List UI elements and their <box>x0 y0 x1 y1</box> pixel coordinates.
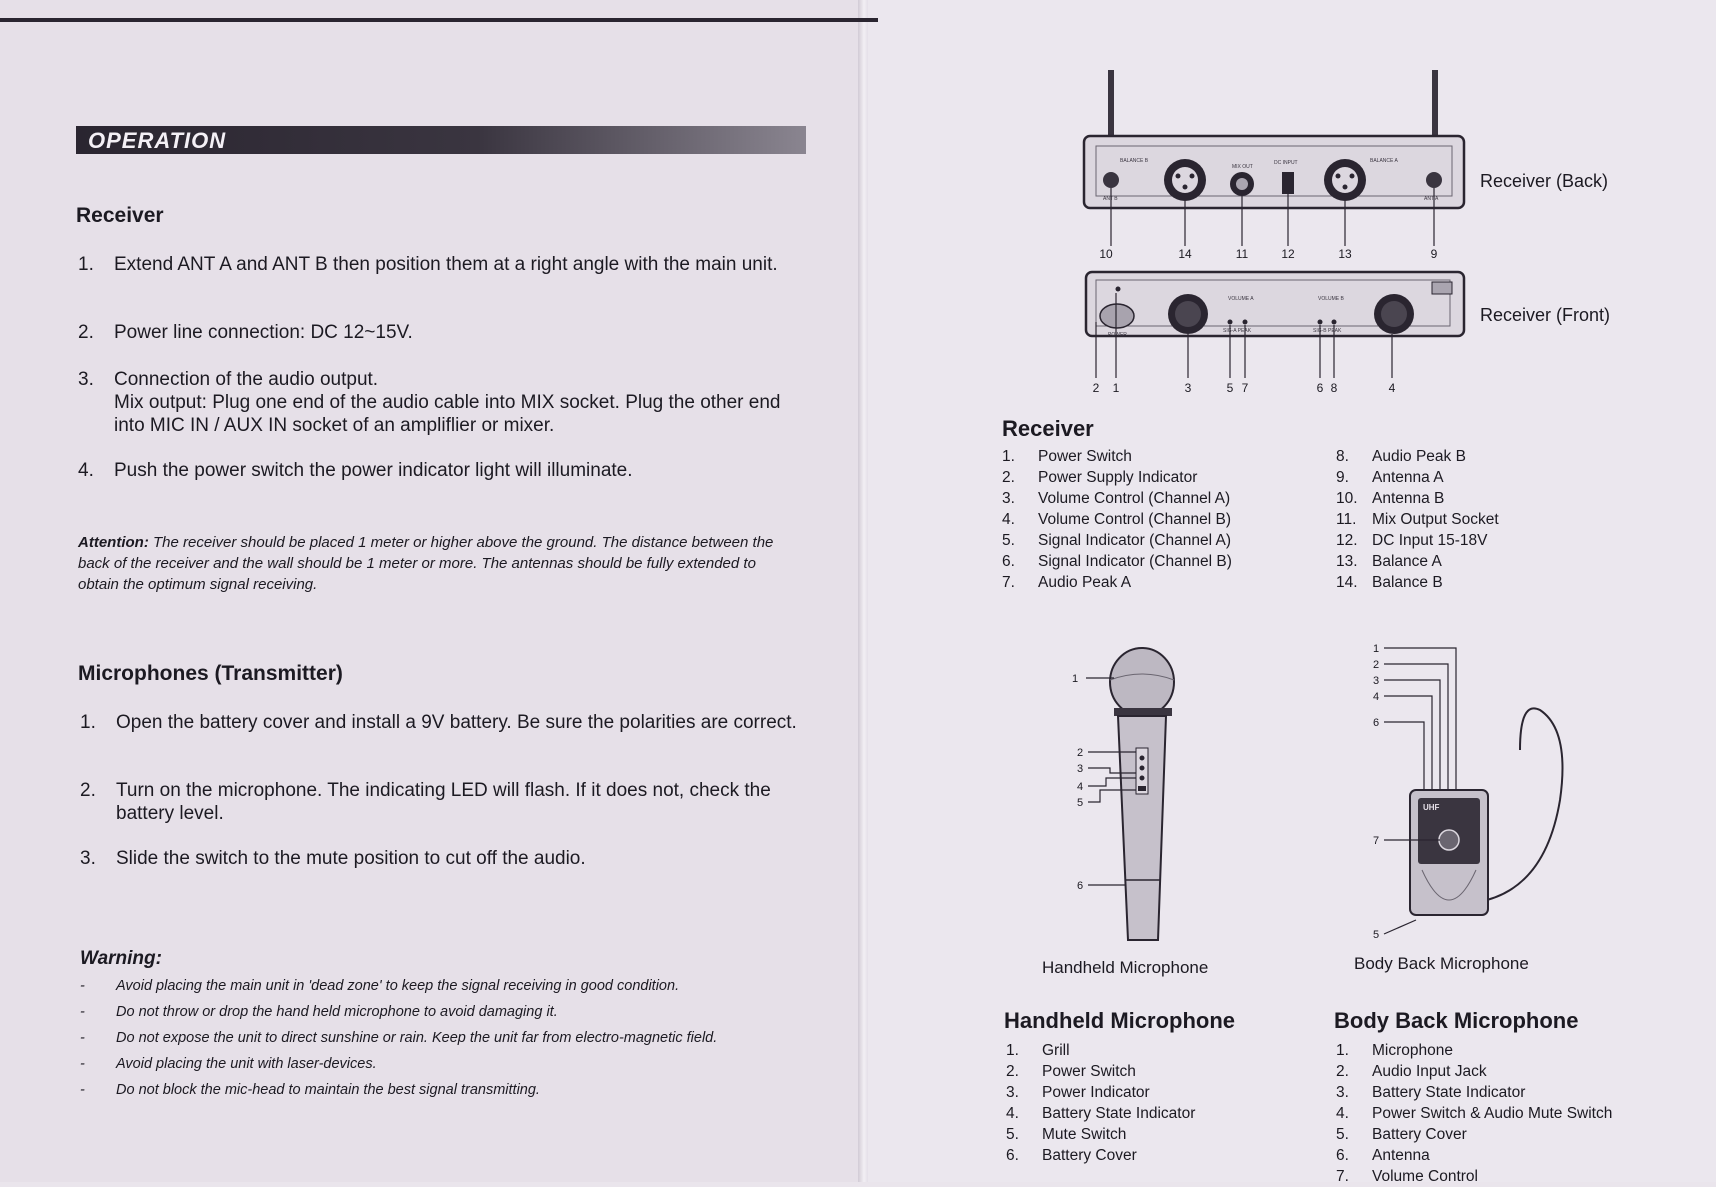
warning-item: - Avoid placing the unit with laser-devices. <box>80 1056 377 1072</box>
uhf-brand-label: UHF <box>1423 803 1440 812</box>
bodypack-callout: 4 <box>1373 691 1380 703</box>
step-number: 4. <box>78 460 94 481</box>
top-rule <box>0 18 878 22</box>
power-indicator-icon <box>1116 287 1121 292</box>
receiver-step-2 <box>78 321 798 344</box>
receiver-parts-list-2 <box>1336 446 1499 593</box>
handheld-callout: 5 <box>1077 797 1084 809</box>
list-item: 7. Volume Control <box>1336 1168 1478 1185</box>
front-callout: 8 <box>1330 381 1338 395</box>
bodypack-callout: 7 <box>1373 835 1380 847</box>
list-item: 5. Battery Cover <box>1336 1126 1467 1143</box>
list-item: 3. Volume Control (Channel A) <box>1002 490 1231 507</box>
step-number: 3. <box>80 848 96 869</box>
bodypack-diagram <box>1370 630 1600 950</box>
svg-text:SIG-B PEAK: SIG-B PEAK <box>1313 328 1342 334</box>
list-item: 12. DC Input 15-18V <box>1336 532 1488 549</box>
dc-input-icon <box>1282 172 1294 194</box>
step-text: Push the power switch the power indicator light will illuminate. <box>114 460 633 481</box>
ant-a-socket-icon <box>1426 172 1442 188</box>
receiver-front-caption: Receiver (Front) <box>1480 305 1611 325</box>
warning-text: Do not expose the unit to direct sunshine or rain. Keep the unit far from electro-magnetic field. <box>116 1030 718 1046</box>
list-item: 3. Power Indicator <box>1006 1084 1150 1101</box>
svg-text:BALANCE A: BALANCE A <box>1370 158 1398 164</box>
svg-text:SIG-A PEAK: SIG-A PEAK <box>1223 328 1252 334</box>
step-text: Connection of the audio output. <box>114 369 379 390</box>
bodypack-parts-list <box>1336 1040 1612 1187</box>
list-item: 9. Antenna A <box>1336 469 1444 486</box>
handheld-callout: 4 <box>1077 781 1084 793</box>
warning-item: - Do not block the mic-head to maintain the best signal transmitting. <box>80 1082 540 1098</box>
step-number: 3. <box>78 369 94 390</box>
front-callout: 7 <box>1241 381 1249 395</box>
grill-icon <box>1110 648 1174 716</box>
list-item: 14. Balance B <box>1336 574 1443 591</box>
bodypack-callout: 6 <box>1373 717 1380 729</box>
receiver-back-panel <box>1084 136 1464 208</box>
step-number: 1. <box>78 254 94 275</box>
brand-logo-icon <box>1432 282 1452 294</box>
back-callout: 14 <box>1178 247 1192 261</box>
back-callout: 9 <box>1430 247 1438 261</box>
list-item: 11. Mix Output Socket <box>1336 511 1499 528</box>
receiver-back-caption: Receiver (Back) <box>1480 171 1609 191</box>
back-callout: 13 <box>1338 247 1352 261</box>
warning-text: Avoid placing the unit with laser-devices. <box>116 1056 377 1072</box>
front-callout: 4 <box>1388 381 1396 395</box>
svg-text:MIX OUT: MIX OUT <box>1232 164 1253 170</box>
front-callout: 6 <box>1316 381 1324 395</box>
back-callout: 10 <box>1099 247 1113 261</box>
front-callout: 5 <box>1226 381 1234 395</box>
mic-step-2 <box>80 779 800 825</box>
list-item: 6. Signal Indicator (Channel B) <box>1002 553 1232 570</box>
microphones-heading: Microphones (Transmitter) <box>78 662 343 685</box>
bodypack-parts-heading: Body Back Microphone <box>1334 1008 1579 1033</box>
front-callout: 3 <box>1184 381 1192 395</box>
warning-text: Do not block the mic-head to maintain the best signal transmitting. <box>116 1082 540 1098</box>
svg-text:VOLUME B: VOLUME B <box>1318 296 1344 302</box>
power-switch-icon <box>1100 304 1134 328</box>
list-item: 10. Antenna B <box>1336 490 1445 507</box>
bodypack-callout: 2 <box>1373 659 1380 671</box>
antenna-cable-icon <box>1478 708 1563 902</box>
list-item: 4. Battery State Indicator <box>1006 1105 1196 1122</box>
attention-text: The receiver should be placed 1 meter or higher above the ground. The distance between the back of the receiver and the wall should be 1 meter or more. The antennas should be fully extended to obtain the optimum signal receiving. <box>78 534 774 593</box>
list-item: 4. Volume Control (Channel B) <box>1002 511 1231 528</box>
attention-note <box>78 532 798 595</box>
bodypack-caption: Body Back Microphone <box>1354 954 1529 973</box>
bodypack-callout: 1 <box>1373 643 1380 655</box>
attention-label: Attention: <box>78 534 149 551</box>
svg-text:DC INPUT: DC INPUT <box>1274 160 1298 166</box>
svg-text:BALANCE B: BALANCE B <box>1120 158 1149 164</box>
warning-list <box>80 978 780 1108</box>
ant-b-socket-icon <box>1103 172 1119 188</box>
svg-text:ANT B: ANT B <box>1103 196 1118 202</box>
warning-title: Warning: <box>80 948 162 969</box>
peak-b-led-icon <box>1332 320 1337 325</box>
receiver-diagram <box>1070 60 1490 410</box>
list-item: 5. Mute Switch <box>1006 1126 1127 1143</box>
front-callout: 1 <box>1112 381 1120 395</box>
list-item: 6. Battery Cover <box>1006 1147 1137 1164</box>
list-item: 6. Antenna <box>1336 1147 1430 1164</box>
list-item: 1. Power Switch <box>1002 448 1132 465</box>
svg-text:VOLUME A: VOLUME A <box>1228 296 1254 302</box>
svg-text:POWER: POWER <box>1108 332 1127 338</box>
page-gutter <box>858 0 868 1182</box>
warning-text: Avoid placing the main unit in 'dead zone' to keep the signal receiving in good condition. <box>116 978 680 994</box>
back-callout: 11 <box>1235 247 1249 261</box>
peak-a-led-icon <box>1243 320 1248 325</box>
bodypack-callout: 3 <box>1373 675 1380 687</box>
warning-item: - Do not throw or drop the hand held microphone to avoid damaging it. <box>80 1004 558 1020</box>
warning-item: - Avoid placing the main unit in 'dead zone' to keep the signal receiving in good condition. <box>80 978 680 994</box>
sig-b-led-icon <box>1318 320 1323 325</box>
mic-step-3 <box>80 847 800 870</box>
step-number: 1. <box>80 712 96 733</box>
receiver-parts-list-1 <box>1002 446 1232 593</box>
receiver-heading: Receiver <box>76 204 164 227</box>
step-number: 2. <box>80 780 96 801</box>
list-item: 2. Audio Input Jack <box>1336 1063 1487 1080</box>
step-text: Power line connection: DC 12~15V. <box>114 322 413 343</box>
list-item: 2. Power Supply Indicator <box>1002 469 1198 486</box>
handheld-parts-heading: Handheld Microphone <box>1004 1008 1235 1033</box>
step-text: Extend ANT A and ANT B then position them at a right angle with the main unit. <box>114 254 778 275</box>
handheld-mic-diagram <box>1070 640 1220 950</box>
front-callout: 2 <box>1092 381 1100 395</box>
step-text: Slide the switch to the mute position to cut off the audio. <box>116 848 586 869</box>
list-item: 4. Power Switch & Audio Mute Switch <box>1336 1105 1613 1122</box>
step-text: Open the battery cover and install a 9V battery. Be sure the polarities are correct. <box>116 712 797 733</box>
receiver-step-3 <box>78 368 798 437</box>
list-item: 1. Microphone <box>1336 1042 1453 1059</box>
receiver-parts-heading: Receiver <box>1002 416 1094 441</box>
handheld-callout: 6 <box>1077 880 1084 892</box>
handheld-parts-list <box>1006 1040 1195 1166</box>
mic-step-1 <box>80 711 800 734</box>
bodypack-callout: 5 <box>1373 929 1380 941</box>
back-callout: 12 <box>1281 247 1295 261</box>
step-text: Turn on the microphone. The indicating LED will flash. If it does not, check the battery level. <box>116 780 771 824</box>
receiver-step-4 <box>78 459 798 482</box>
receiver-step-1 <box>78 253 798 276</box>
step-number: 2. <box>78 322 94 343</box>
operation-section-bar <box>76 126 806 154</box>
svg-text:ANT A: ANT A <box>1424 196 1439 202</box>
list-item: 13. Balance A <box>1336 553 1442 570</box>
handheld-callout: 2 <box>1077 747 1084 759</box>
section-title: OPERATION <box>88 128 227 153</box>
list-item: 5. Signal Indicator (Channel A) <box>1002 532 1232 549</box>
handheld-callout: 1 <box>1072 673 1079 685</box>
list-item: 3. Battery State Indicator <box>1336 1084 1526 1101</box>
warning-text: Do not throw or drop the hand held microphone to avoid damaging it. <box>116 1004 558 1020</box>
handheld-caption: Handheld Microphone <box>1042 958 1209 977</box>
list-item: 7. Audio Peak A <box>1002 574 1132 591</box>
warning-item: - Do not expose the unit to direct sunshine or rain. Keep the unit far from electro-magnetic field. <box>80 1030 718 1046</box>
list-item: 8. Audio Peak B <box>1336 448 1466 465</box>
list-item: 2. Power Switch <box>1006 1063 1136 1080</box>
sig-a-led-icon <box>1228 320 1233 325</box>
list-item: 1. Grill <box>1006 1042 1070 1059</box>
handheld-callout: 3 <box>1077 763 1084 775</box>
step-text-detail: Mix output: Plug one end of the audio cable into MIX socket. Plug the other end into MIC IN / AUX IN socket of an ampliflier or mixer. <box>114 392 781 436</box>
